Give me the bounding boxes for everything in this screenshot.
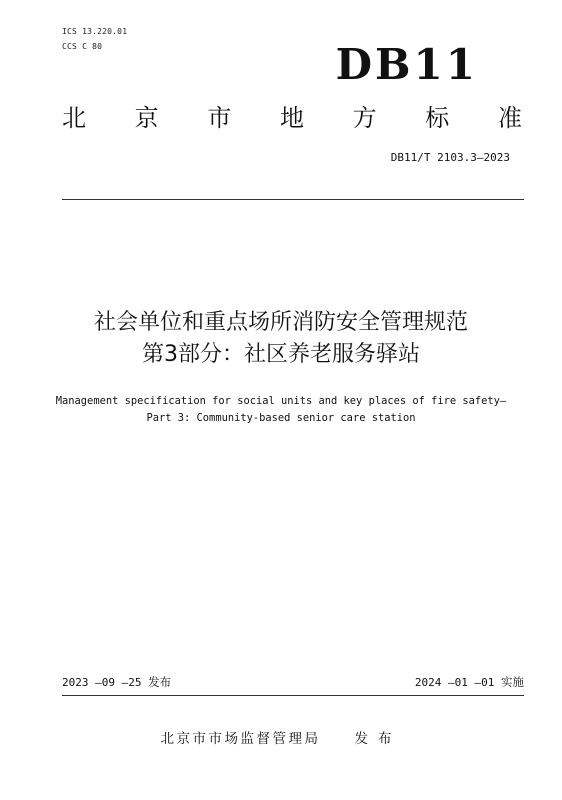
issuer: [0, 733, 562, 747]
standard-type: [62, 106, 522, 130]
title-cn-line1: 社会单位和重点场所消防安全管理规范: [93, 310, 468, 335]
ics-code: ICS 13.220.01: [62, 27, 128, 36]
issuer-action: 发布: [354, 731, 402, 747]
bottom-divider: [62, 695, 524, 696]
implement-label: 实施: [501, 675, 524, 689]
implement-date: [415, 677, 524, 689]
title-en-line2: Part 3: Community-based senior care station: [146, 412, 416, 424]
standard-mark: DB11: [335, 40, 478, 89]
standard-number: DB11/T 2103.3—2023: [390, 151, 510, 164]
standard-type-char: 方: [352, 104, 377, 132]
standard-type-char: 标: [425, 104, 450, 132]
standard-type-char: 北: [62, 104, 86, 132]
title-cn-line2: 第3部分：社区养老服务驿站: [142, 342, 420, 367]
ccs-code: CCS C 80: [62, 42, 103, 51]
standard-type-char: 市: [207, 104, 232, 132]
issue-date-value: 2023 —09 —25: [62, 676, 142, 689]
top-divider: [62, 199, 524, 200]
issuer-organization: 北京市市场监督管理局: [160, 731, 321, 747]
standard-type-char: 准: [497, 104, 522, 132]
issue-date: [62, 677, 171, 689]
standard-type-char: 地: [279, 104, 304, 132]
implement-date-value: 2024 —01 —01: [414, 676, 495, 689]
issue-label: 发布: [148, 675, 172, 689]
standard-type-char: 京: [134, 104, 159, 132]
title-en-line1: Management specification for social units and key places of fire safety—: [55, 395, 507, 407]
